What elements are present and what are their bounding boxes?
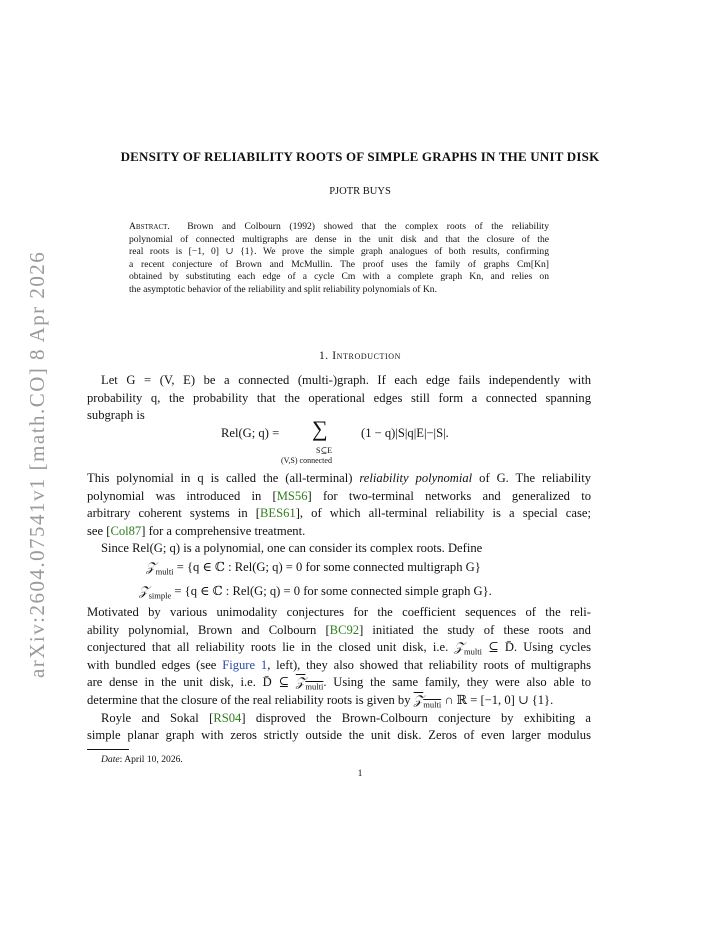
sum-index-connected: (V,S) connected [281, 456, 332, 465]
text-line: conjectured that all reliability roots lie in the closed unit disk, i.e. 𝒵$_{multi}$ ⊆ D̄. Using cycles [87, 640, 591, 657]
text-line: are dense in the unit disk, i.e. D̄ ⊆ 𝒵$_{multi}$. Using the same family, they were also able to [87, 675, 592, 692]
text-line: Royle and Sokal [RS04] disproved the Brown-Colbourn conjecture by exhibiting a [101, 710, 591, 725]
sum-index-subset: S⊆E [316, 446, 333, 455]
text-line: Let G = (V, E) be a connected (multi-)graph. If each edge fails independently with [101, 373, 591, 387]
term-reliability-polynomial: reliability polynomial [359, 471, 473, 485]
paragraph-1 [87, 372, 591, 425]
footnote-rule [87, 749, 129, 750]
summation-symbol: ∑ [312, 416, 328, 441]
text-line: probability q, the probability that the operational edges still form a connected spanning [87, 390, 591, 405]
text-line: with bundled edges (see Figure 1, left), they also showed that reliability roots of multigraphs [87, 657, 591, 672]
citation-bes61[interactable]: BES61 [260, 506, 296, 521]
paragraph-4 [87, 604, 591, 745]
abstract-line-3: real roots is [−1, 0] ∪ {1}. We prove the simple graph analogues of both results, confirming [129, 246, 549, 257]
citation-ms56[interactable]: MS56 [276, 488, 308, 503]
section-number: 1. [318, 350, 329, 362]
citation-col87[interactable]: Col87 [110, 523, 142, 538]
figure-1-link[interactable]: Figure 1 [222, 657, 268, 672]
citation-rs04[interactable]: RS04 [213, 710, 242, 725]
text-line: Motivated by various unimodality conjectures for the coefficient sequences of the reli- [87, 605, 591, 619]
text-line: determine that the closure of the real reliability roots is given by 𝒵$_{multi}$ ∩ ℝ = [−1, 0] ∪ {1}. [87, 692, 554, 710]
text-line: This polynomial in q is called the (all-terminal) reliability polynomial of G. The reliability [87, 471, 592, 485]
page-number: 1 [357, 768, 363, 779]
text-line: arbitrary coherent systems in [BES61], of which all-terminal reliability is a special case; [87, 506, 591, 521]
abstract-line-2: polynomial of connected multigraphs are dense in the unit disk and that the closure of the [129, 233, 549, 245]
equation-rel-lhs: Rel(G; q) = [221, 426, 280, 440]
equation-z-multi: 𝒵$_{multi}$ = {q ∈ ℂ : Rel(G; q) = 0 for some connected multigraph G} [146, 560, 481, 577]
footnote-value: : April 10, 2026. [119, 754, 183, 765]
section-title: Introduction [332, 350, 402, 362]
abstract-line-1: Abstract. Brown and Colbourn (1992) showed that the complex roots of the reliability [129, 221, 549, 232]
text-line: simple planar graph with zeros strictly outside the unit disk. Zeros of even larger modulus [87, 728, 591, 743]
paper-title: DENSITY OF RELIABILITY ROOTS OF SIMPLE GRAPHS IN THE UNIT DISK [120, 149, 600, 164]
abstract-label: Abstract. [129, 221, 170, 232]
paragraph-2 [87, 470, 591, 558]
text-line: ability polynomial, Brown and Colbourn [BC92] initiated the study of these roots and [87, 622, 591, 637]
citation-bc92[interactable]: BC92 [329, 622, 360, 637]
footnote-date [101, 754, 183, 765]
author-name: PJOTR BUYS [329, 186, 391, 197]
arxiv-stamp-text: arXiv:2604.07541v1 [math.CO] 8 Apr 2026 [25, 252, 49, 678]
text-line: see [Col87] for a comprehensive treatment. [87, 523, 306, 538]
text-line: Since Rel(G; q) is a polynomial, one can consider its complex roots. Define [101, 541, 483, 556]
arxiv-stamp [16, 250, 56, 680]
equation-rel-rhs: (1 − q)|S|q|E|−|S|. [361, 426, 449, 440]
text-line: polynomial was introduced in [MS56] for two-terminal networks and generalized to [87, 488, 591, 503]
footnote-label: Date [101, 754, 120, 765]
abstract-line-6: the asymptotic behavior of the reliability and split reliability polynomials of Kn. [129, 283, 438, 295]
abstract [129, 221, 549, 296]
text-line: subgraph is [87, 408, 145, 423]
section-heading [0, 350, 720, 362]
abstract-line-4: a recent conjecture of Brown and McMullin. The proof uses the family of graphs Cm[Kn] [129, 258, 549, 270]
abstract-line-5: obtained by substituting each edge of a cycle Cm with a complete graph Kn, and relies on [129, 271, 549, 282]
equation-z-simple: 𝒵$_{simple}$ = {q ∈ ℂ : Rel(G; q) = 0 for some connected simple graph G}. [139, 584, 492, 601]
